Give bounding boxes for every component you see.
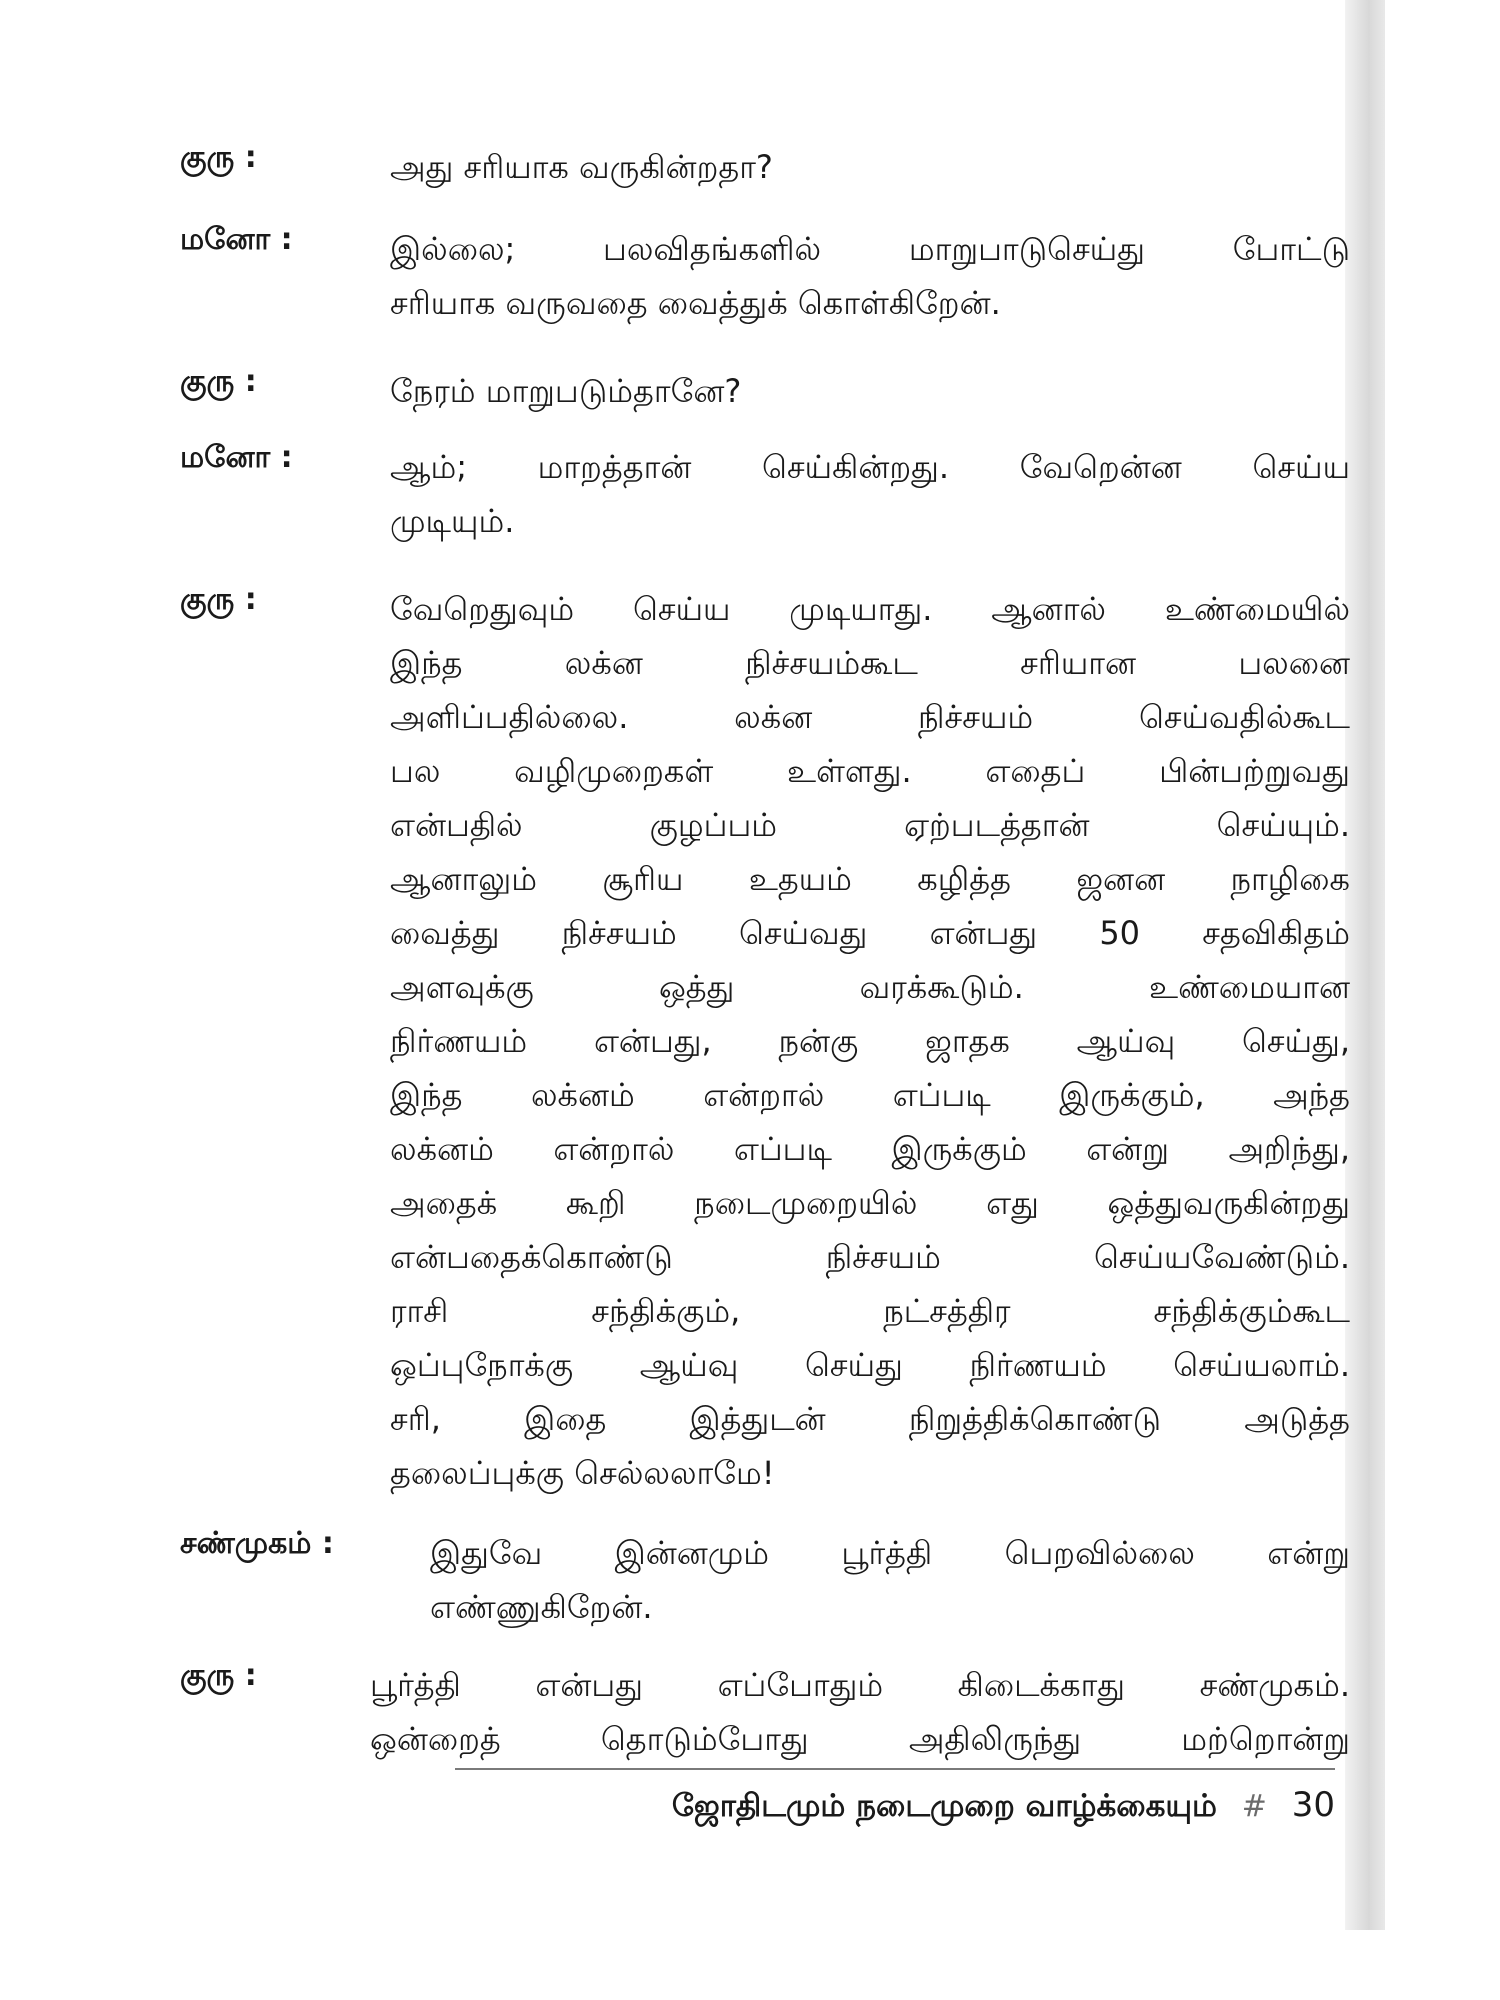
speaker-label: மனோ : [180, 440, 293, 475]
dialogue-line: இந்த லக்னம் என்றால் எப்படி இருக்கும், அந்த [390, 1076, 1350, 1114]
dialogue-text [430, 1526, 1350, 1634]
dialogue-line: எண்ணுகிறேன். [430, 1588, 653, 1626]
dialogue-line: இதுவே இன்னமும் பூர்த்தி பெறவில்லை என்று [430, 1534, 1350, 1572]
dialogue-line: என்பதில் குழப்பம் ஏற்படத்தான் செய்யும். [390, 806, 1350, 844]
dialogue-text [390, 364, 1350, 418]
dialogue-line: பூர்த்தி என்பது எப்போதும் கிடைக்காது சண்முகம். [370, 1666, 1350, 1704]
dialogue-line: ஒப்புநோக்கு ஆய்வு செய்து நிர்ணயம் செய்யலாம். [390, 1346, 1350, 1384]
dialogue-line: இந்த லக்ன நிச்சயம்கூட சரியான பலனை [390, 644, 1350, 682]
dialogue-line: ஆனாலும் சூரிய உதயம் கழித்த ஜனன நாழிகை [390, 860, 1350, 898]
dialogue-line: ஒன்றைத் தொடும்போது அதிலிருந்து மற்றொன்று [370, 1720, 1350, 1758]
dialogue-text [390, 222, 1350, 330]
dialogue-text [390, 582, 1350, 1500]
page-number: 30 [1291, 1785, 1335, 1825]
dialogue-line: சரி, இதை இத்துடன் நிறுத்திக்கொண்டு அடுத்த [390, 1400, 1350, 1438]
dialogue-line: அது சரியாக வருகின்றதா? [390, 148, 773, 186]
footer-rule [455, 1768, 1335, 1770]
speaker-label: சண்முகம் : [180, 1526, 334, 1561]
dialogue-line: சரியாக வருவதை வைத்துக் கொள்கிறேன். [390, 284, 1001, 322]
dialogue-line: முடியும். [390, 502, 515, 540]
speaker-label: குரு : [180, 582, 257, 617]
dialogue-line: நேரம் மாறுபடும்தானே? [390, 372, 742, 410]
speaker-label: குரு : [180, 140, 257, 175]
page-footer [500, 1785, 1335, 1828]
dialogue-line: பல வழிமுறைகள் உள்ளது. எதைப் பின்பற்றுவது [390, 752, 1350, 790]
dialogue-line: ராசி சந்திக்கும், நட்சத்திர சந்திக்கும்கூட [390, 1292, 1350, 1330]
dialogue-line: லக்னம் என்றால் எப்படி இருக்கும் என்று அறிந்து, [390, 1130, 1350, 1168]
dialogue-line: அளிப்பதில்லை. லக்ன நிச்சயம் செய்வதில்கூட [390, 698, 1350, 736]
dialogue-line: இல்லை; பலவிதங்களில் மாறுபாடுசெய்து போட்டு [390, 230, 1350, 268]
dialogue-line: அளவுக்கு ஒத்து வரக்கூடும். உண்மையான [390, 968, 1350, 1006]
speaker-label: மனோ : [180, 222, 293, 257]
footer-separator: # [1241, 1789, 1267, 1824]
book-title: ஜோதிடமும் நடைமுறை வாழ்க்கையும் [671, 1788, 1217, 1824]
dialogue-line: வேறெதுவும் செய்ய முடியாது. ஆனால் உண்மையில் [390, 590, 1350, 628]
dialogue-line: தலைப்புக்கு செல்லலாமே! [390, 1454, 775, 1492]
speaker-label: குரு : [180, 364, 257, 399]
speaker-label: குரு : [180, 1658, 257, 1693]
dialogue-text [370, 1658, 1350, 1766]
dialogue-line: என்பதைக்கொண்டு நிச்சயம் செய்யவேண்டும். [390, 1238, 1350, 1276]
dialogue-text [390, 440, 1350, 548]
dialogue-line: அதைக் கூறி நடைமுறையில் எது ஒத்துவருகின்றது [390, 1184, 1350, 1222]
dialogue-line: நிர்ணயம் என்பது, நன்கு ஜாதக ஆய்வு செய்து, [390, 1022, 1350, 1060]
dialogue-text [390, 140, 1350, 194]
dialogue-line: ஆம்; மாறத்தான் செய்கின்றது. வேறென்ன செய்ய [390, 448, 1350, 486]
dialogue-line: வைத்து நிச்சயம் செய்வது என்பது 50 சதவிகிதம் [390, 914, 1350, 952]
